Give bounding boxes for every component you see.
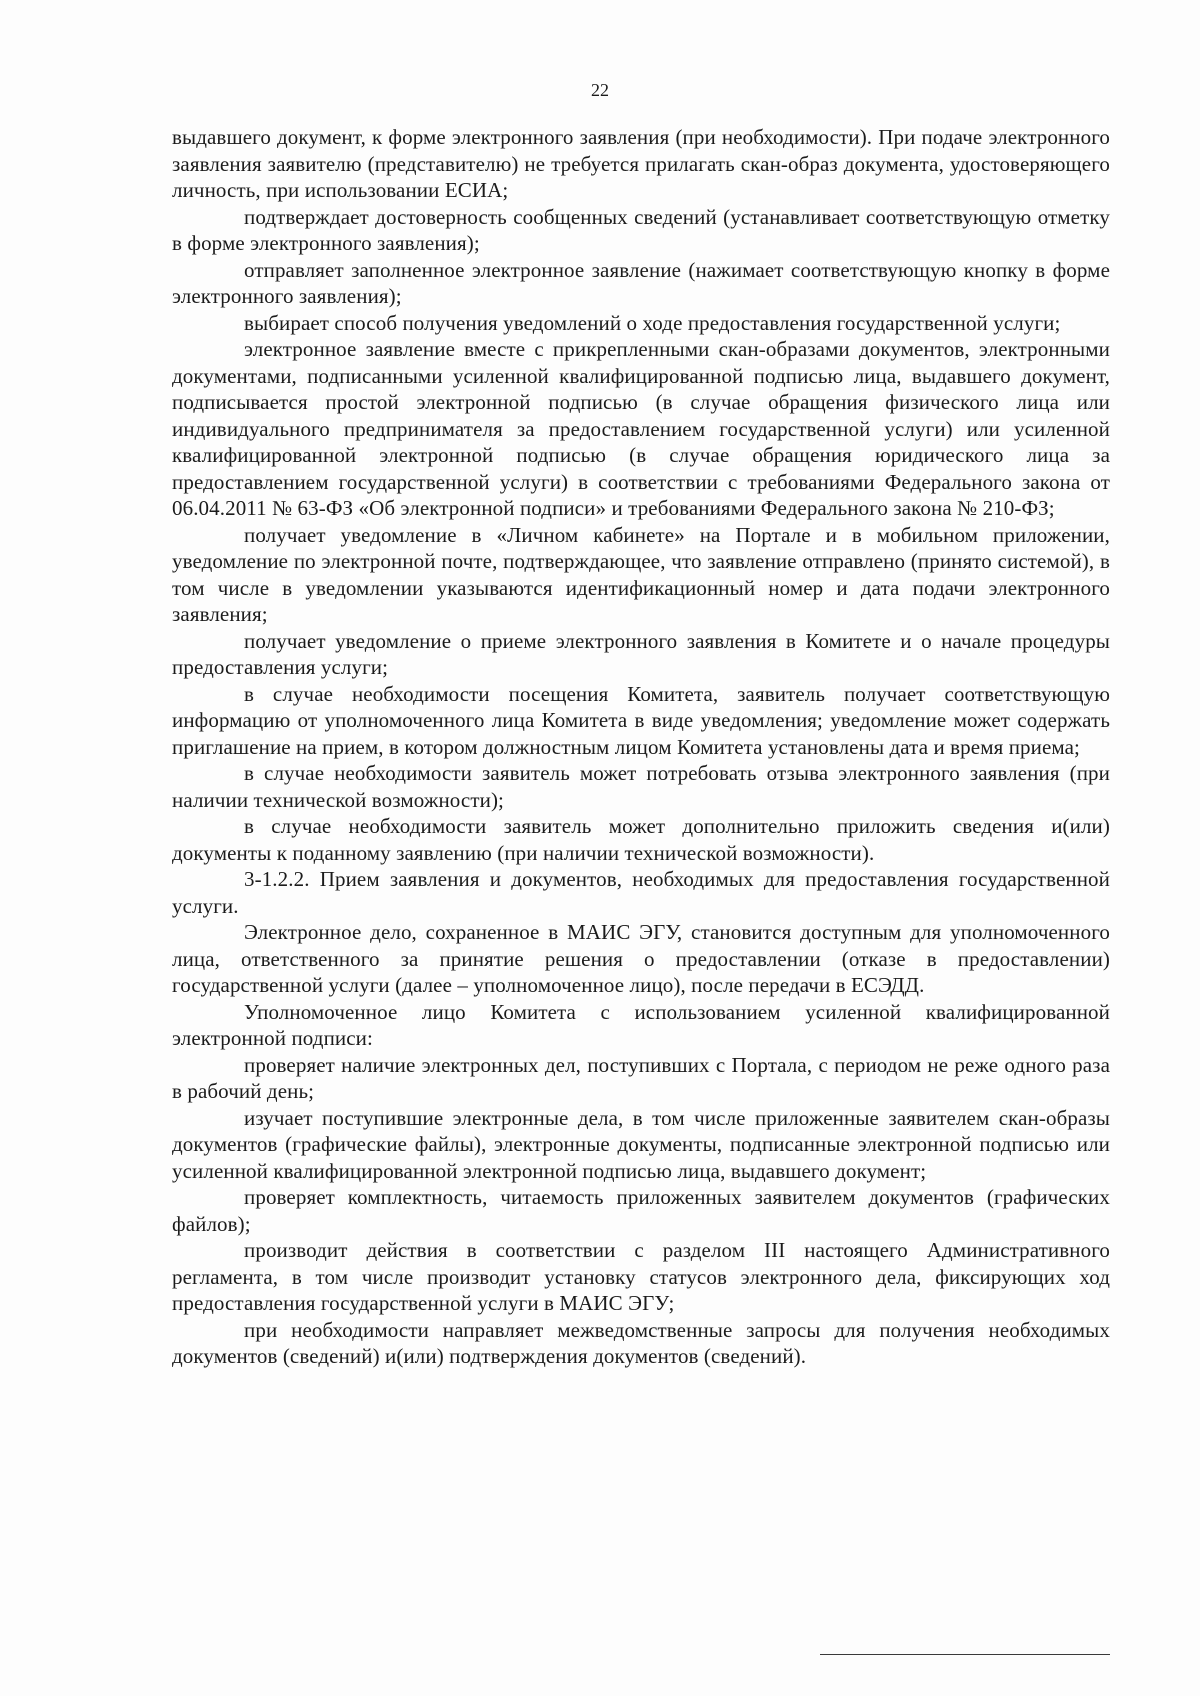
paragraph: подтверждает достоверность сообщенных сведений (устанавливает соответствующую отметку в форме электронного заявления);	[172, 204, 1110, 255]
paragraph: Уполномоченное лицо Комитета с использованием усиленной квалифицированной электронной подписи:	[172, 999, 1110, 1050]
paragraph: при необходимости направляет межведомственные запросы для получения необходимых документов (сведений) и(или) подтверждения документов (сведений).	[172, 1317, 1110, 1368]
paragraph: изучает поступившие электронные дела, в том числе приложенные заявителем скан-образы документов (графические файлы), электронные документы, подписанные электронной подписью или усиленной квалифицированной электронной подписью лица, выдавшего документ;	[172, 1105, 1110, 1183]
bottom-divider-line	[820, 1654, 1110, 1655]
paragraph: проверяет наличие электронных дел, поступивших с Портала, с периодом не реже одного раза в рабочий день;	[172, 1052, 1110, 1103]
paragraph: выдавшего документ, к форме электронного заявления (при необходимости). При подаче электронного заявления заявителю (представителю) не требуется прилагать скан-образ документа, удостоверяющего личность, при использовании ЕСИА;	[172, 125, 1110, 202]
document-body	[172, 124, 1110, 1370]
paragraph: получает уведомление в «Личном кабинете» на Портале и в мобильном приложении, уведомление по электронной почте, подтверждающее, что заявление отправлено (принято системой), в том числе в уведомлении указываются идентификационный номер и дата подачи электронного заявления;	[172, 522, 1110, 626]
paragraph: проверяет комплектность, читаемость приложенных заявителем документов (графических файлов);	[172, 1185, 1110, 1236]
paragraph: в случае необходимости посещения Комитета, заявитель получает соответствующую информацию от уполномоченного лица Комитета в виде уведомления; уведомление может содержать приглашение на прием, в котором должностным лицом Комитета установлены дата и время приема;	[172, 681, 1110, 759]
paragraph: электронное заявление вместе с прикрепленными скан-образами документов, электронными документами, подписанными усиленной квалифицированной подписью лица, выдавшего документ, подписывается простой электронной подписью (в случае обращения физического лица или индивидуального предпринимателя за предоставлением государственной услуги) или усиленной квалифицированной электронной подписью (в случае обращения юридического лица за предоставлением государственной услуги) в соответствии с требованиями Федерального закона от 06.04.2011 № 63-ФЗ «Об электронной подписи» и требованиями Федерального закона № 210-ФЗ;	[172, 337, 1110, 520]
paragraph: 3-1.2.2. Прием заявления и документов, необходимых для предоставления государственной услуги.	[172, 867, 1110, 918]
paragraph: Электронное дело, сохраненное в МАИС ЭГУ, становится доступным для уполномоченного лица, ответственного за принятие решения о предоставлении (отказе в предоставлении) государственной услуги (далее – уполномоченное лицо), после передачи в ЕСЭДД.	[172, 920, 1110, 997]
paragraph: в случае необходимости заявитель может дополнительно приложить сведения и(или) документы к поданному заявлению (при наличии технической возможности).	[172, 814, 1110, 865]
paragraph: в случае необходимости заявитель может потребовать отзыва электронного заявления (при наличии технической возможности);	[172, 761, 1110, 812]
paragraph: производит действия в соответствии с разделом III настоящего Административного регламента, в том числе производит установку статусов электронного дела, фиксирующих ход предоставления государственной услуги в МАИС ЭГУ;	[172, 1238, 1110, 1315]
paragraph: получает уведомление о приеме электронного заявления в Комитете и о начале процедуры предоставления услуги;	[172, 628, 1110, 679]
page-number: 22	[591, 80, 609, 100]
paragraph: отправляет заполненное электронное заявление (нажимает соответствующую кнопку в форме электронного заявления);	[172, 257, 1110, 308]
paragraph: выбирает способ получения уведомлений о ходе предоставления государственной услуги;	[244, 310, 1061, 335]
